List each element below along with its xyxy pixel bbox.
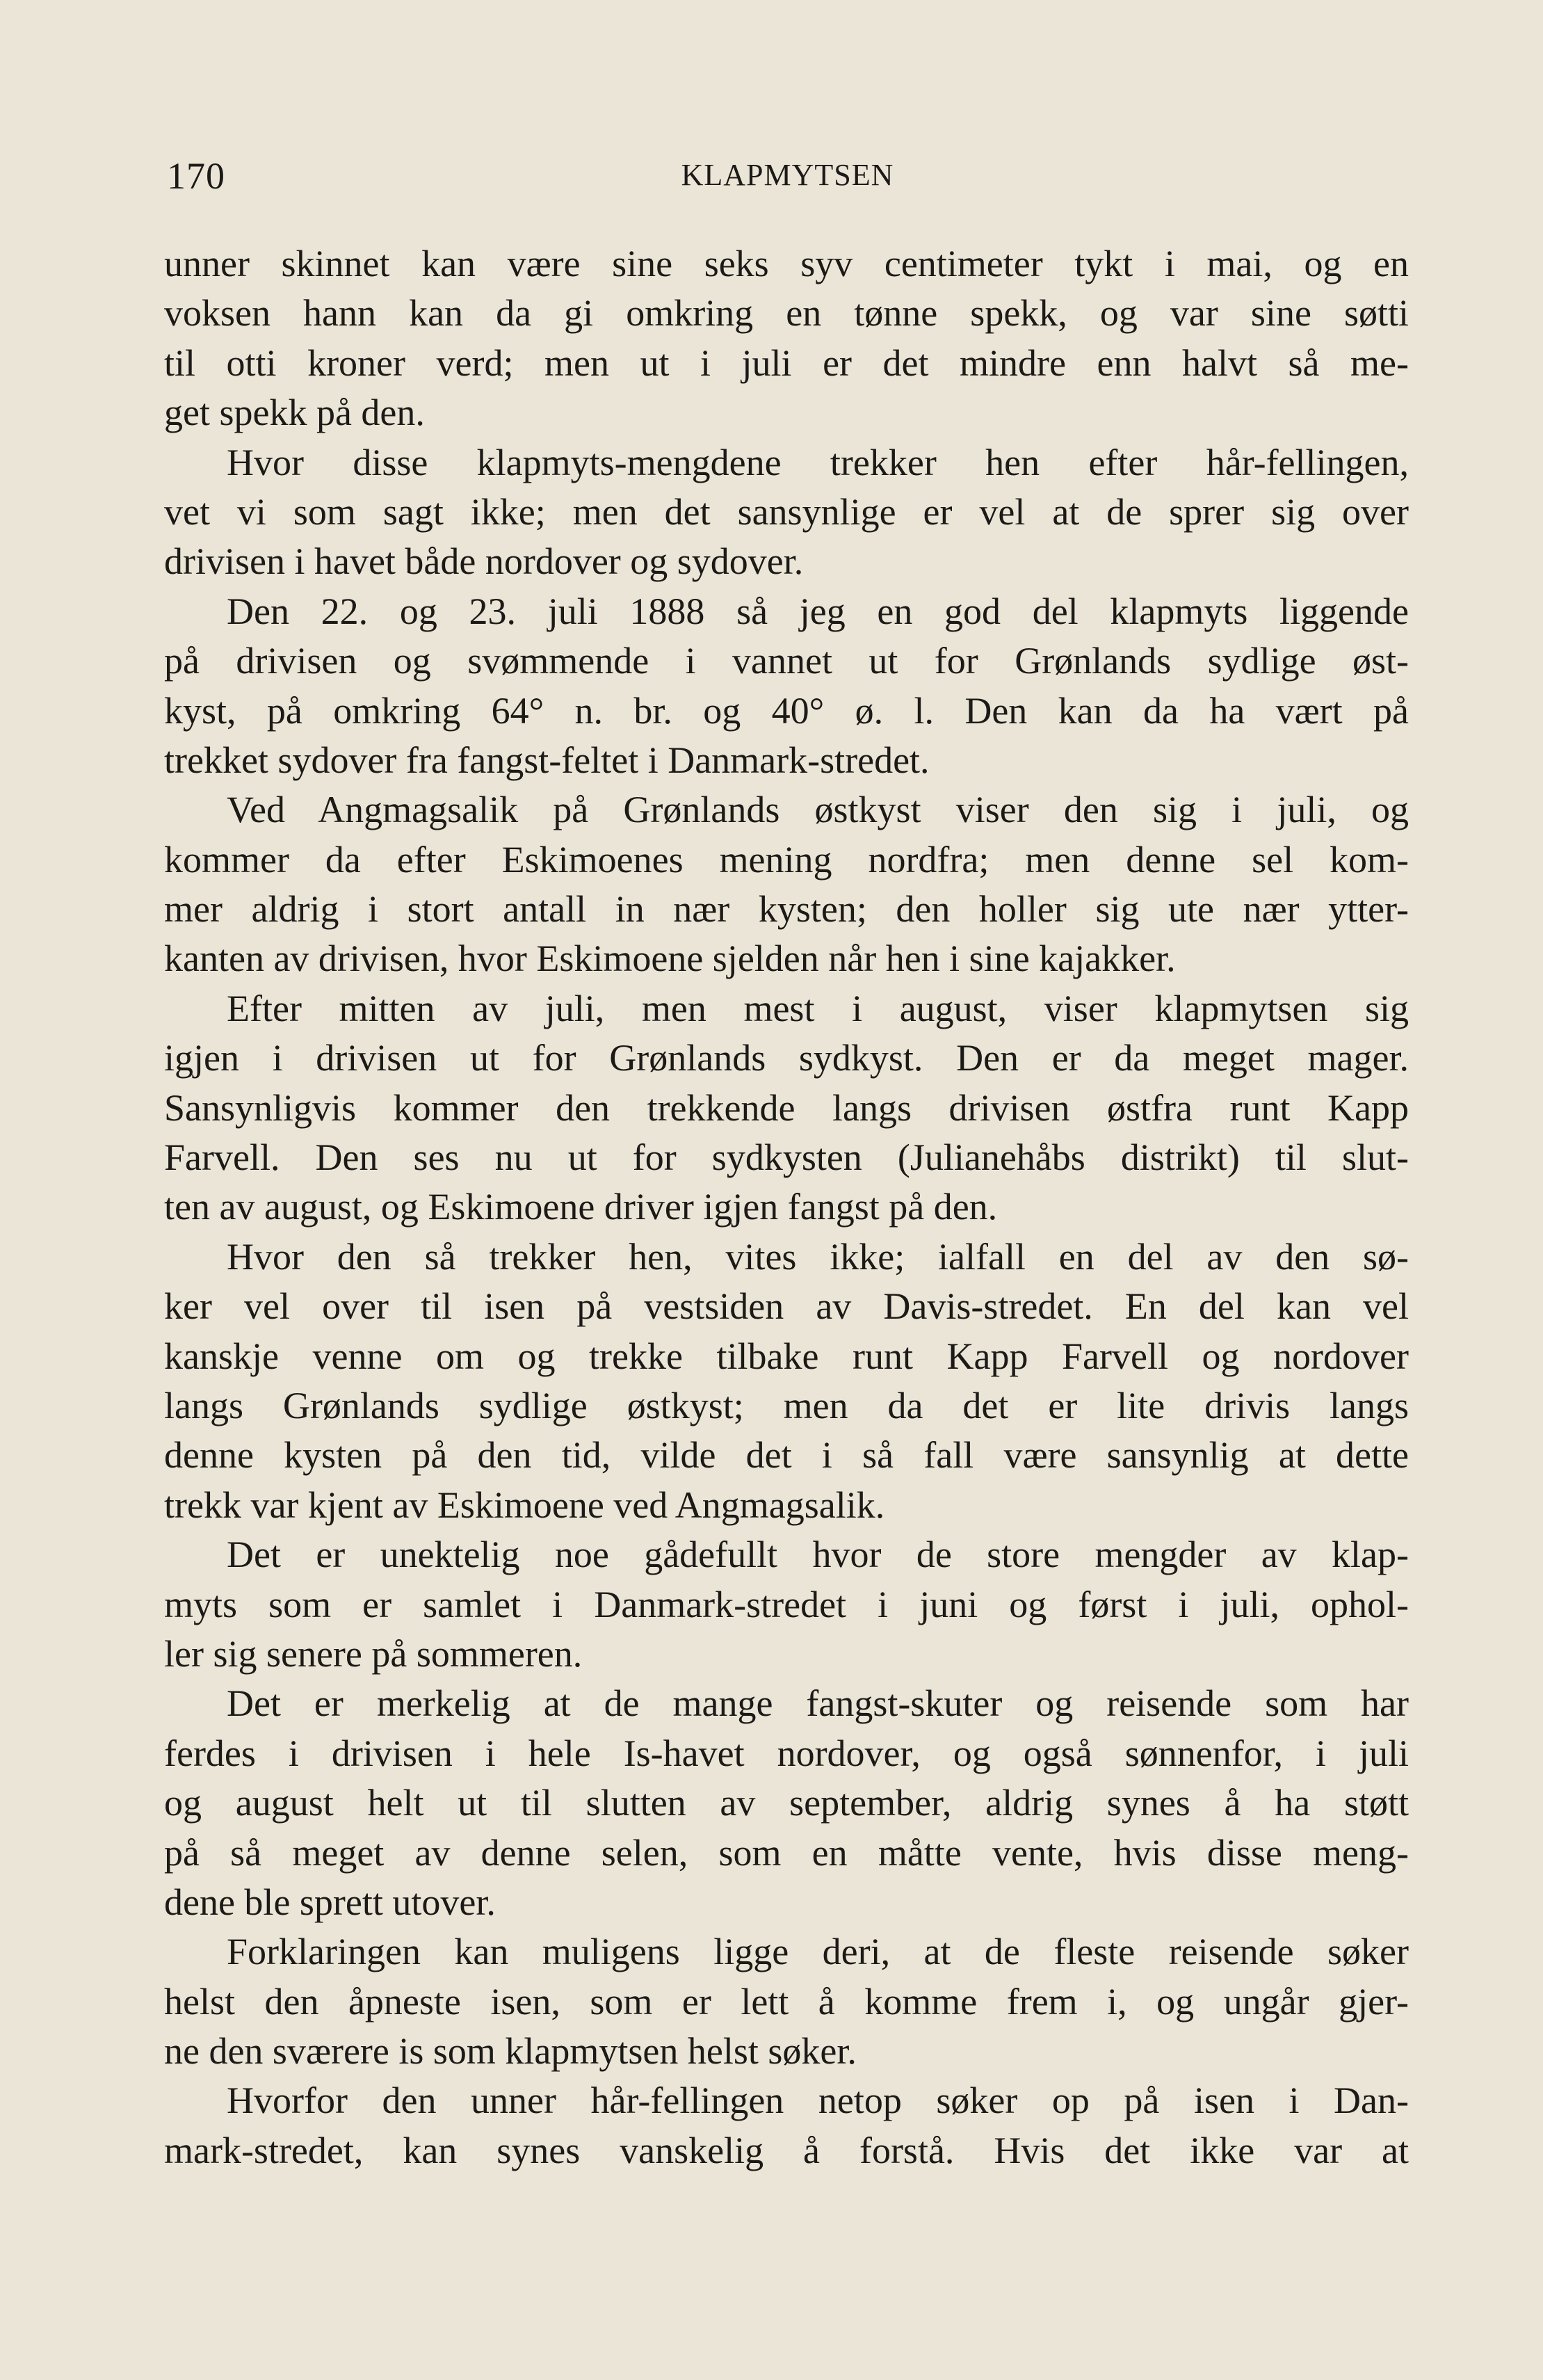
text-line: trekket sydover fra fangst-feltet i Danmark-stredet.: [164, 739, 930, 781]
running-head: [167, 154, 1408, 203]
text-line: Hvorfor den unner hår-fellingen netop søker op på isen i Dan-: [227, 2080, 1409, 2122]
text-line: vet vi som sagt ikke; men det sansynlige er vel at de sprer sig over: [164, 490, 1409, 533]
text-line: ne den sværere is som klapmytsen helst søker.: [164, 2030, 857, 2073]
text-line: Sansynligvis kommer den trekkende langs drivisen østfra runt Kapp: [164, 1086, 1409, 1129]
text-line: igjen i drivisen ut for Grønlands sydkyst. Den er da meget mager.: [164, 1037, 1409, 1079]
text-line: langs Grønlands sydlige østkyst; men da det er lite drivis langs: [164, 1384, 1409, 1426]
text-line: Hvor den så trekker hen, vites ikke; ialfall en del av den sø-: [227, 1235, 1409, 1278]
text-line: Efter mitten av juli, men mest i august, viser klapmytsen sig: [227, 987, 1409, 1029]
text-line: denne kysten på den tid, vilde det i så fall være sansynlig at dette: [164, 1434, 1409, 1477]
body-text: [164, 239, 1409, 2176]
text-line: Forklaringen kan muligens ligge deri, at de fleste reisende søker: [227, 1931, 1409, 1973]
text-line: og august helt ut til slutten av september, aldrig synes å ha støtt: [164, 1782, 1409, 1824]
text-line: ten av august, og Eskimoene driver igjen fangst på den.: [164, 1186, 998, 1228]
text-line: på så meget av denne selen, som en måtte vente, hvis disse meng-: [164, 1831, 1409, 1874]
text-line: mark-stredet, kan synes vanskelig å forstå. Hvis det ikke var at: [164, 2129, 1409, 2171]
text-line: til otti kroner verd; men ut i juli er det mindre enn halvt så me-: [164, 341, 1409, 384]
text-line: Ved Angmagsalik på Grønlands østkyst viser den sig i juli, og: [227, 789, 1409, 831]
text-line: ker vel over til isen på vestsiden av Davis-stredet. En del kan vel: [164, 1285, 1409, 1328]
text-line: på drivisen og svømmende i vannet ut for Grønlands sydlige øst-: [164, 640, 1409, 682]
text-line: myts som er samlet i Danmark-stredet i juni og først i juli, ophol-: [164, 1583, 1409, 1625]
text-line: Den 22. og 23. juli 1888 så jeg en god del klapmyts liggende: [227, 590, 1409, 632]
text-line: kommer da efter Eskimoenes mening nordfra; men denne sel kom-: [164, 838, 1409, 881]
text-line: get spekk på den.: [164, 392, 425, 434]
text-line: kanten av drivisen, hvor Eskimoene sjelden når hen i sine kajakker.: [164, 938, 1176, 980]
text-line: dene ble sprett utover.: [164, 1881, 496, 1923]
text-line: ferdes i drivisen i hele Is-havet nordover, og også sønnenfor, i juli: [164, 1732, 1409, 1774]
text-line: Det er merkelig at de mange fangst-skuter og reisende som har: [227, 1682, 1409, 1725]
running-title: KLAPMYTSEN: [681, 158, 894, 192]
text-line: ler sig senere på sommeren.: [164, 1632, 583, 1675]
text-line: unner skinnet kan være sine seks syv centimeter tykt i mai, og en: [164, 243, 1409, 284]
text-line: mer aldrig i stort antall in nær kysten; den holler sig ute nær ytter-: [164, 888, 1409, 931]
text-line: drivisen i havet både nordover og sydover.: [164, 540, 804, 583]
text-line: trekk var kjent av Eskimoene ved Angmagsalik.: [164, 1484, 885, 1526]
text-line: Farvell. Den ses nu ut for sydkysten (Julianehåbs distrikt) til slut-: [164, 1136, 1409, 1179]
page-number: 170: [167, 155, 225, 197]
text-line: Hvor disse klapmyts-mengdene trekker hen efter hår-fellingen,: [227, 441, 1409, 483]
text-line: voksen hann kan da gi omkring en tønne spekk, og var sine søtti: [164, 292, 1409, 335]
text-line: Det er unektelig noe gådefullt hvor de store mengder av klap-: [227, 1534, 1409, 1576]
text-line: kyst, på omkring 64° n. br. og 40° ø. l. Den kan da ha vært på: [164, 689, 1409, 732]
text-line: helst den åpneste isen, som er lett å komme frem i, og ungår gjer-: [164, 1980, 1409, 2023]
text-line: kanskje venne om og trekke tilbake runt Kapp Farvell og nordover: [164, 1335, 1409, 1377]
